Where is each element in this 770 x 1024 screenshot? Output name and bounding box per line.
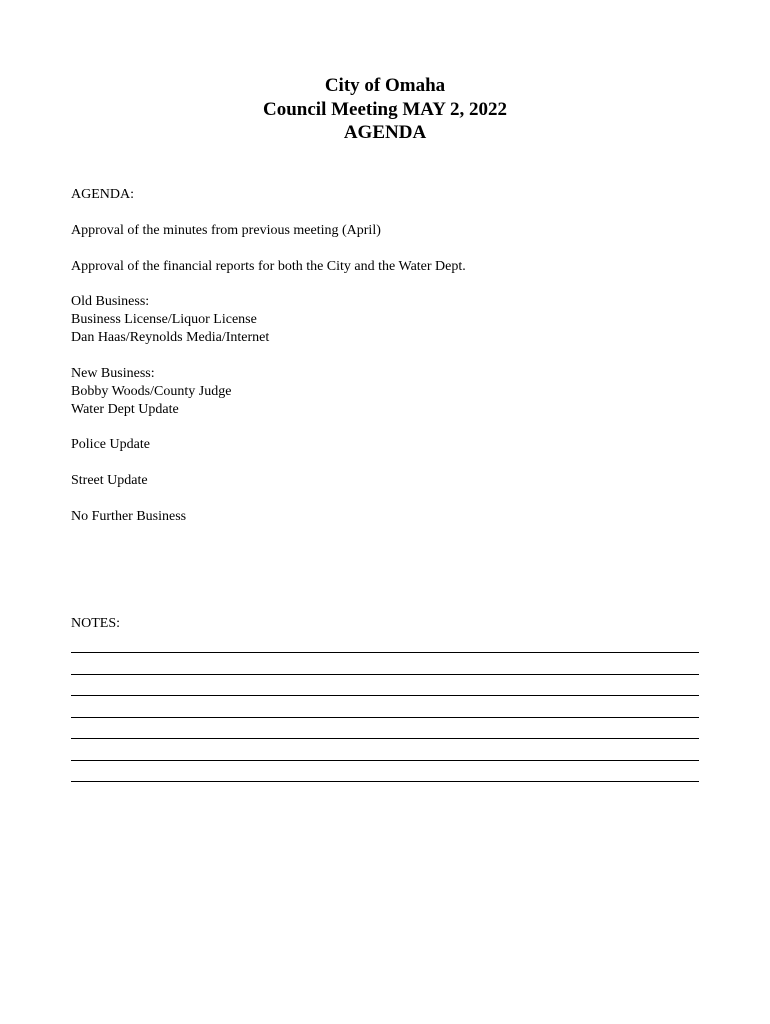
old-business-item: Dan Haas/Reynolds Media/Internet — [71, 330, 270, 345]
agenda-item-minutes: Approval of the minutes from previous meeting (April) — [71, 223, 381, 238]
agenda-item-police: Police Update — [71, 437, 150, 452]
notes-rule — [71, 781, 699, 782]
notes-rule — [71, 760, 699, 761]
agenda-title: AGENDA — [343, 122, 427, 143]
new-business-item: Bobby Woods/County Judge — [71, 384, 232, 399]
agenda-item-closing: No Further Business — [71, 509, 187, 524]
old-business-heading: Old Business: — [71, 294, 150, 309]
new-business-item: Water Dept Update — [71, 402, 179, 417]
notes-label: NOTES: — [71, 616, 120, 631]
new-business-heading: New Business: — [71, 366, 155, 381]
notes-rule — [71, 695, 699, 696]
agenda-item-street: Street Update — [71, 473, 148, 488]
notes-lines — [71, 652, 699, 803]
new-business-section — [71, 365, 711, 419]
old-business-section — [71, 293, 711, 347]
notes-rule — [71, 674, 699, 675]
city-title: City of Omaha — [324, 75, 446, 96]
document-header — [0, 74, 770, 145]
notes-rule — [71, 738, 699, 739]
agenda-label: AGENDA: — [71, 187, 134, 202]
meeting-title: Council Meeting MAY 2, 2022 — [263, 98, 507, 120]
agenda-item-financial: Approval of the financial reports for both the City and the Water Dept. — [71, 259, 466, 274]
notes-rule — [71, 652, 699, 653]
notes-rule — [71, 717, 699, 718]
old-business-item: Business License/Liquor License — [71, 312, 257, 327]
